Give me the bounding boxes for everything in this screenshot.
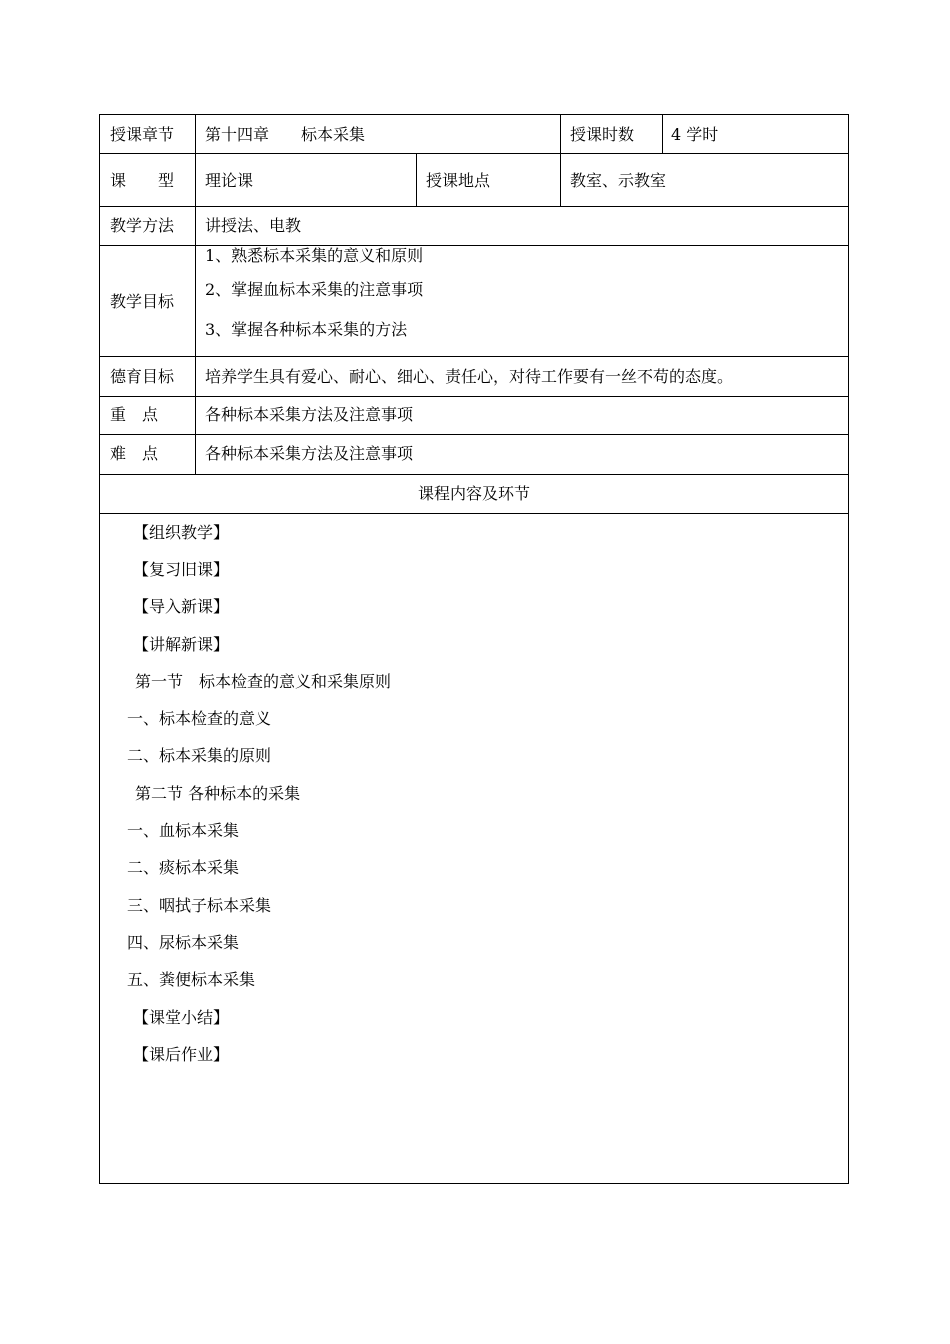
moral-value: 培养学生具有爱心、耐心、细心、责任心，对待工作要有一丝不苟的态度。 [205, 367, 734, 386]
row-divider [99, 474, 849, 475]
row-divider [99, 513, 849, 514]
method-label: 教学方法 [110, 216, 175, 235]
column-divider [416, 153, 417, 206]
goal-item: 1、熟悉标本采集的意义和原则 [205, 246, 424, 265]
content-line: 三、咽拭子标本采集 [127, 896, 272, 915]
type-value: 理论课 [205, 171, 254, 190]
content-line: 第一节 标本检查的意义和采集原则 [135, 672, 392, 691]
goal-item: 3、掌握各种标本采集的方法 [205, 320, 408, 339]
moral-label: 德育目标 [110, 367, 175, 386]
type-label: 课 型 [110, 171, 175, 190]
content-line: 【复习旧课】 [133, 560, 230, 579]
key-label: 重 点 [110, 405, 159, 424]
content-line: 【课后作业】 [133, 1045, 230, 1064]
location-label: 授课地点 [426, 171, 491, 190]
row-divider [99, 396, 849, 397]
chapter-label: 授课章节 [110, 125, 175, 144]
goal-item: 2、掌握血标本采集的注意事项 [205, 280, 424, 299]
goals-label: 教学目标 [110, 292, 175, 311]
column-divider [560, 114, 561, 153]
content-line: 一、标本检查的意义 [127, 709, 272, 728]
content-line: 四、尿标本采集 [127, 933, 240, 952]
column-divider [560, 153, 561, 206]
column-divider [195, 114, 196, 474]
content-line: 二、痰标本采集 [127, 858, 240, 877]
column-divider [662, 114, 663, 153]
content-title: 课程内容及环节 [417, 484, 530, 503]
row-divider [99, 356, 849, 357]
difficult-value: 各种标本采集方法及注意事项 [205, 444, 414, 463]
content-line: 【讲解新课】 [133, 635, 230, 654]
location-value: 教室、示教室 [570, 171, 667, 190]
difficult-label: 难 点 [110, 444, 159, 463]
row-divider [99, 153, 849, 154]
method-value: 讲授法、电教 [205, 216, 302, 235]
hours-value: 4 学时 [671, 125, 719, 144]
row-divider [99, 434, 849, 435]
content-line: 第二节 各种标本的采集 [135, 784, 301, 803]
content-line: 【组织教学】 [133, 523, 230, 542]
content-line: 【导入新课】 [133, 597, 230, 616]
content-line: 【课堂小结】 [133, 1008, 230, 1027]
row-divider [99, 206, 849, 207]
chapter-value: 第十四章 标本采集 [205, 125, 366, 144]
content-line: 一、血标本采集 [127, 821, 240, 840]
hours-label: 授课时数 [570, 125, 635, 144]
content-line: 二、标本采集的原则 [127, 746, 272, 765]
key-value: 各种标本采集方法及注意事项 [205, 405, 414, 424]
content-line: 五、粪便标本采集 [127, 970, 256, 989]
